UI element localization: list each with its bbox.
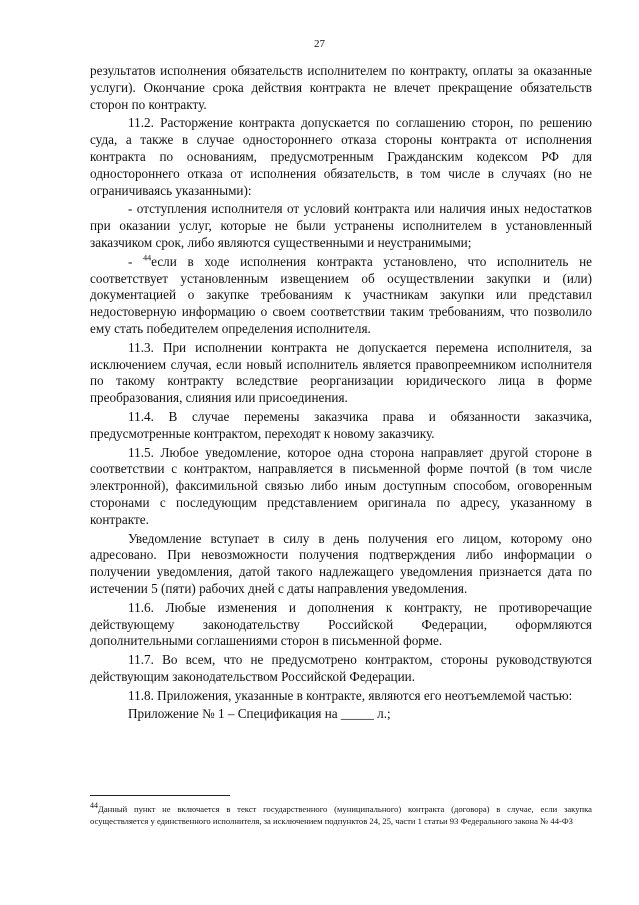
paragraph-11-3: 11.3. При исполнении контракта не допускается перемена исполнителя, за исключением случая, если новый исполнитель является правопреемником исполнителя по такому контракту вследствие реорганизации юридического лица в форме преобразования, слияния или присоединения.: [90, 339, 592, 406]
appendix-line: Приложение № 1 – Спецификация на _____ л.;: [128, 706, 391, 722]
paragraph-11-5: 11.5. Любое уведомление, которое одна сторона направляет другой стороне в соответствии с контрактом, направляется в письменной форме почтой (в том числе электронной), факсимильной связью либо иным доступным способом, оговоренным сторонами с последующим представлением оригинала по адресу, указанному в контракте.: [90, 444, 592, 527]
page-number: 27: [314, 38, 325, 50]
footnote-reference[interactable]: 44: [143, 253, 152, 263]
footnote-divider: [90, 795, 230, 796]
paragraph-11-7: 11.7. Во всем, что не предусмотрено контрактом, стороны руководствуются действующим законодательством Российской Федерации.: [90, 652, 592, 684]
footnote-mark: 44: [90, 801, 98, 811]
list-item-text: если в ходе исполнения контракта установлено, что исполнитель не соответствует установленным извещением об осуществлении закупки и (или) документацией о закупке требованиям к участникам закупки или представил недостоверную информацию о своем соответствии таким требованиям, что позволило ему стать победителем определения исполнителя.: [90, 253, 592, 336]
footnote: [90, 801, 592, 827]
paragraph-continuation: результатов исполнения обязательств исполнителем по контракту, оплаты за оказанные услуги). Окончание срока действия контракта не влечет прекращение обязательств сторон по контракту.: [90, 63, 592, 112]
paragraph-11-2: 11.2. Расторжение контракта допускается по соглашению сторон, по решению суда, а также в случае одностороннего отказа стороны контракта от исполнения контракта по основаниям, предусмотренным Гражданским кодексом РФ для одностороннего отказа от исполнения обязательств, в том числе в случаях (но не ограничиваясь указанными):: [90, 115, 592, 198]
list-item-noncompliance: [90, 254, 592, 338]
document-body: [90, 63, 592, 725]
footnote-text: Данный пункт не включается в текст государственного (муниципального) контракта (договора) в случае, если закупка осуществляется у единственного исполнителя, за исключением подпунктов 24, 25, части 1 статьи 93 Федерального закона № 44-ФЗ: [90, 804, 592, 826]
paragraph-11-6: 11.6. Любые изменения и дополнения к контракту, не противоречащие действующему законодательству Российской Федерации, оформляются дополнительными соглашениями сторон в письменной форме.: [90, 599, 592, 649]
paragraph-11-8: 11.8. Приложения, указанные в контракте, являются его неотъемлемой частью:: [128, 687, 573, 703]
list-item-dash: -: [128, 253, 144, 269]
list-item-deviation: - отступления исполнителя от условий контракта или наличия иных недостатков при оказании услуг, которые не были устранены исполнителем в установленный заказчиком срок, либо являются существенными и неустранимыми;: [90, 201, 592, 250]
paragraph-notice-effective: Уведомление вступает в силу в день получения его лицом, которому оно адресовано. При невозможности получения подтверждения либо информации о получении уведомления, датой такого надлежащего уведомления признается дата по истечении 5 (пяти) рабочих дней с даты направления уведомления.: [90, 530, 592, 596]
paragraph-11-4: 11.4. В случае перемены заказчика права и обязанности заказчика, предусмотренные контрактом, переходят к новому заказчику.: [90, 408, 592, 441]
